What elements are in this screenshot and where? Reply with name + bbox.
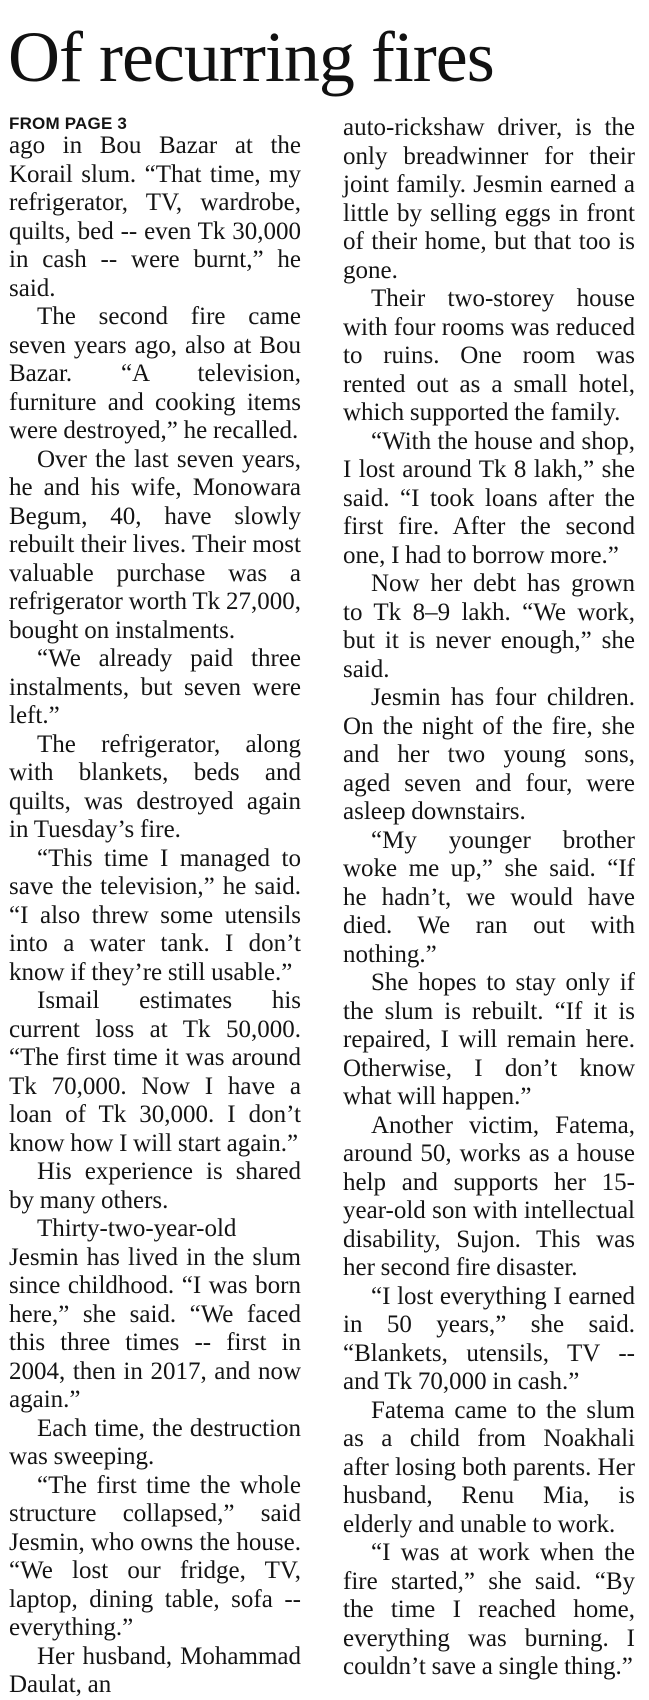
left-column (9, 114, 301, 1700)
paragraph: Their two-storey house with four rooms was reduced to ruins. One room was rented out as a small hotel, which supported the family. (343, 285, 635, 426)
paragraph: His experience is shared by many others. (9, 1158, 301, 1214)
paragraph: Now her debt has grown to Tk 8–9 lakh. “We work, but it is never enough,” she said. (343, 570, 635, 683)
paragraph: The refrigerator, along with blankets, beds and quilts, was destroyed again in Tuesday’s fire. (9, 730, 301, 843)
paragraph: Ismail estimates his current loss at Tk 50,000. “The first time it was around Tk 70,000. Now I have a loan of Tk 30,000. I don’t know how I will start again.” (9, 987, 301, 1157)
paragraph: “The first time the whole structure collapsed,” said Jesmin, who owns the house. “We lost our fridge, TV, laptop, dining table, sofa -- everything.” (9, 1471, 301, 1641)
continuation-kicker: FROM PAGE 3 (9, 114, 128, 133)
paragraph: Fatema came to the slum as a child from Noakhali after losing both parents. Her husband, Renu Mia, is elderly and unable to work. (343, 1396, 635, 1538)
paragraph: “I was at work when the fire started,” she said. “By the time I reached home, everything was burning. I couldn’t save a single thing.” (343, 1539, 635, 1680)
paragraph: Another victim, Fatema, around 50, works as a house help and supports her 15-year-old son with intellectual disability, Sujon. This was her second fire disaster. (343, 1111, 635, 1281)
paragraph: The second fire came seven years ago, also at Bou Bazar. “A television, furniture and cooking items were destroyed,” he recalled. (9, 303, 301, 444)
paragraph: “My younger brother woke me up,” she said. “If he hadn’t, we would have died. We ran out with nothing.” (343, 826, 635, 968)
paragraph: ago in Bou Bazar at the Korail slum. “That time, my refrigerator, TV, wardrobe, quilts, bed -- even Tk 30,000 in cash -- were burnt,” he said. (9, 132, 301, 302)
paragraph: “We already paid three instalments, but seven were left.” (9, 645, 301, 729)
paragraph: Each time, the destruction was sweeping. (9, 1414, 301, 1470)
paragraph: She hopes to stay only if the slum is rebuilt. “If it is repaired, I will remain here. Otherwise, I don’t know what will happen.” (343, 969, 635, 1110)
paragraph: Thirty-two-year-old Jesmin has lived in the slum since childhood. “I was born here,” she said. “We faced this three times -- first in 2004, then in 2017, and now again.” (9, 1215, 301, 1413)
paragraph: Over the last seven years, he and his wife, Monowara Begum, 40, have slowly rebuilt their lives. Their most valuable purchase was a refrigerator worth Tk 27,000, bought on instalments. (9, 445, 301, 644)
paragraph: “This time I managed to save the television,” he said. “I also threw some utensils into a water tank. I don’t know if they’re still usable.” (9, 844, 301, 986)
paragraph: Her husband, Mohammad Daulat, an (9, 1642, 301, 1698)
headline: Of recurring fires (8, 17, 494, 97)
paragraph: “I lost everything I earned in 50 years,” she said. “Blankets, utensils, TV -- and Tk 70,000 in cash.” (343, 1282, 635, 1395)
right-column (343, 114, 635, 1682)
paragraph: auto-rickshaw driver, is the only breadwinner for their joint family. Jesmin earned a little by selling eggs in front of their home, but that too is gone. (343, 114, 635, 284)
paragraph: Jesmin has four children. On the night of the fire, she and her two young sons, aged seven and four, were asleep downstairs. (343, 684, 635, 825)
paragraph: “With the house and shop, I lost around Tk 8 lakh,” she said. “I took loans after the first fire. After the second one, I had to borrow more.” (343, 427, 635, 569)
